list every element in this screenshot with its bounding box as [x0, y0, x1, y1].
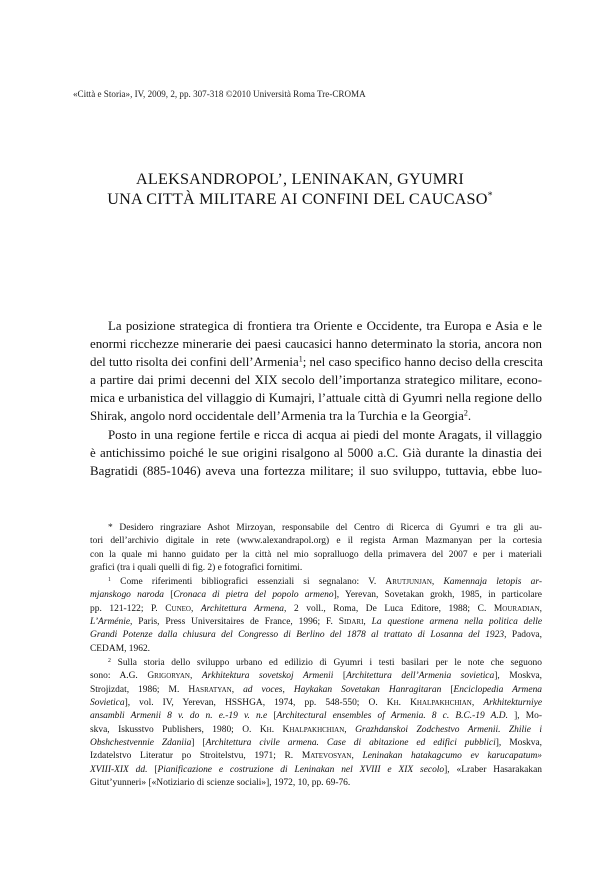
body-line: del tutto risolta dei confini dell’Armenia$^1$; nel caso specifico hanno deciso della crescita	[90, 354, 543, 370]
footnote-ref-1: 1	[298, 354, 303, 364]
body-line: Shirak, angolo nord occidentale dell’Armenia tra la Turchia e la Georgia$^2$.	[90, 409, 472, 424]
title-line-2-text: UNA CITTÀ MILITARE AI CONFINI DEL CAUCASO	[107, 190, 488, 208]
article-title-line-1: ALEKSANDROPOL’, LENINAKAN, GYUMRI	[136, 170, 464, 188]
footnote-acknowledgement	[90, 522, 542, 575]
body-line: enormi ricchezze minerarie dei paesi caucasici hanno determinato la storia, ancora non	[90, 337, 542, 352]
footnote-line: Strojizdat, 1986; M. Hasratyan, ad voces, Haykakan Sovetakan Hanragitaran [Enciclopedia Armena	[90, 684, 543, 695]
footnote-line: ansambli Armenii 8 v. do n. e.-19 v. n.e [Architectural ensembles of Armenia. 8 c. B.C.-19 A.D. ], Mo-	[90, 711, 542, 722]
footnote-line: con la quale mi hanno guidato per la città nel mio sopralluogo della primavera del 2007 e per i materiali	[90, 549, 542, 560]
footnote-line: XVIII-XIX dd. [Pianificazione e costruzione di Leninakan nel XVIII e XIX secolo], «Lraber Hasarakakan	[90, 764, 542, 775]
footnote-ref-2: 2	[463, 409, 468, 419]
footnote-line: tori dell’archivio digitale in rete (www.alexandrapol.org) e il regista Arman Mazmanyan per la cortesia	[90, 536, 542, 547]
body-line: Posto in una regione fertile e ricca di acqua ai piedi del monte Aragats, il villaggio	[108, 428, 542, 442]
footnote-line: Obshchestvennie Zdaniia] [Architettura civile armena. Case di abitazione ed edifici pubblici], Moskva,	[90, 738, 542, 749]
footnote-line: CEDAM, 1962.	[90, 643, 151, 654]
running-header-citation: «Città e Storia», IV, 2009, 2, pp. 307-318 ©2010 Università Roma Tre-CROMA	[73, 89, 366, 99]
footnote-line: sono: A.G. Grigoryan, Arkhitektura sovetskoj Armenii [Architettura dell’Armenia sovietica], Moskva,	[90, 671, 543, 682]
footnote-line: $^2$ Sulla storia dello sviluppo urbano ed edilizio di Gyumri i testi basilari per le note che seguono	[108, 657, 542, 668]
body-line: mica e urbanistica del villaggio di Kumajri, l’attuale città di Gyumri nella regione dello	[90, 391, 542, 406]
body-line: La posizione strategica di frontiera tra Oriente e Occidente, tra Europa e Asia e le	[108, 319, 542, 333]
body-line: è antichissimo poiché le sue origini risalgono al 5000 a.C. Già durante la dinastia dei	[90, 446, 542, 461]
footnote-line: Gitut’yunneri» [«Notiziario di scienze sociali»], 1972, 10, pp. 69-76.	[90, 778, 351, 789]
title-footnote-star: *	[487, 190, 493, 202]
footnote-line: skva, Iskusstvo Publishers, 1980; O. Kh. Khalpakhchian, Grazhdanskoi Zodchestvo Armenii. Zhilie i	[90, 724, 543, 735]
footnote-line: Izdatelstvo Literatur po Stroitelstvu, 1971; R. Matevosyan, Leninakan hatakagcumo ev karucapatum»	[90, 751, 542, 762]
body-paragraph-2	[90, 426, 542, 480]
footnote-line: pp. 121-122; P. Cuneo, Architettura Armena, 2 voll., Roma, De Luca Editore, 1988; C. Mouradian,	[90, 603, 542, 614]
footnote-2	[90, 657, 542, 790]
footnote-line: * Desidero ringraziare Ashot Mirzoyan, responsabile del Centro di Ricerca di Gyumri e tra gli au-	[108, 523, 542, 533]
article-title-line-2	[60, 190, 540, 209]
body-paragraph-1	[90, 317, 542, 426]
footnote-line: mjanskogo naroda [Cronaca di pietra del popolo armeno], Yerevan, Sovetakan grokh, 1985, in particolare	[90, 590, 542, 601]
body-line: Bagratidi (885-1046) aveva una fortezza militare; il suo sviluppo, tuttavia, ebbe luo-	[90, 464, 542, 479]
footnote-line: Sovietica], vol. IV, Yerevan, HSSHGA, 1974, pp. 548-550; O. Kh. Khalpakhchian, Arkhitekturniye	[90, 698, 543, 709]
footnote-1	[90, 576, 542, 656]
footnote-line: Grandi Potenze dalla chiusura del Congresso di Berlino del 1878 al trattato di Losanna del 1923, Padova,	[90, 630, 542, 641]
body-line: a partire dai primi decenni del XIX secolo dell’importanza strategico militare, econo-	[90, 373, 542, 388]
footnote-line: L’Arménie, Paris, Press Universitaires de France, 1996; F. Sidari, La questione armena nella politica delle	[90, 617, 543, 628]
footnote-line: $^1$ Come riferimenti bibliografici essenziali si segnalano: V. Arutjunjan, Kamennaja letopis ar-	[108, 576, 542, 587]
footnote-line: grafici (tra i quali quelli di fig. 2) e fotografici fornitimi.	[90, 563, 303, 574]
